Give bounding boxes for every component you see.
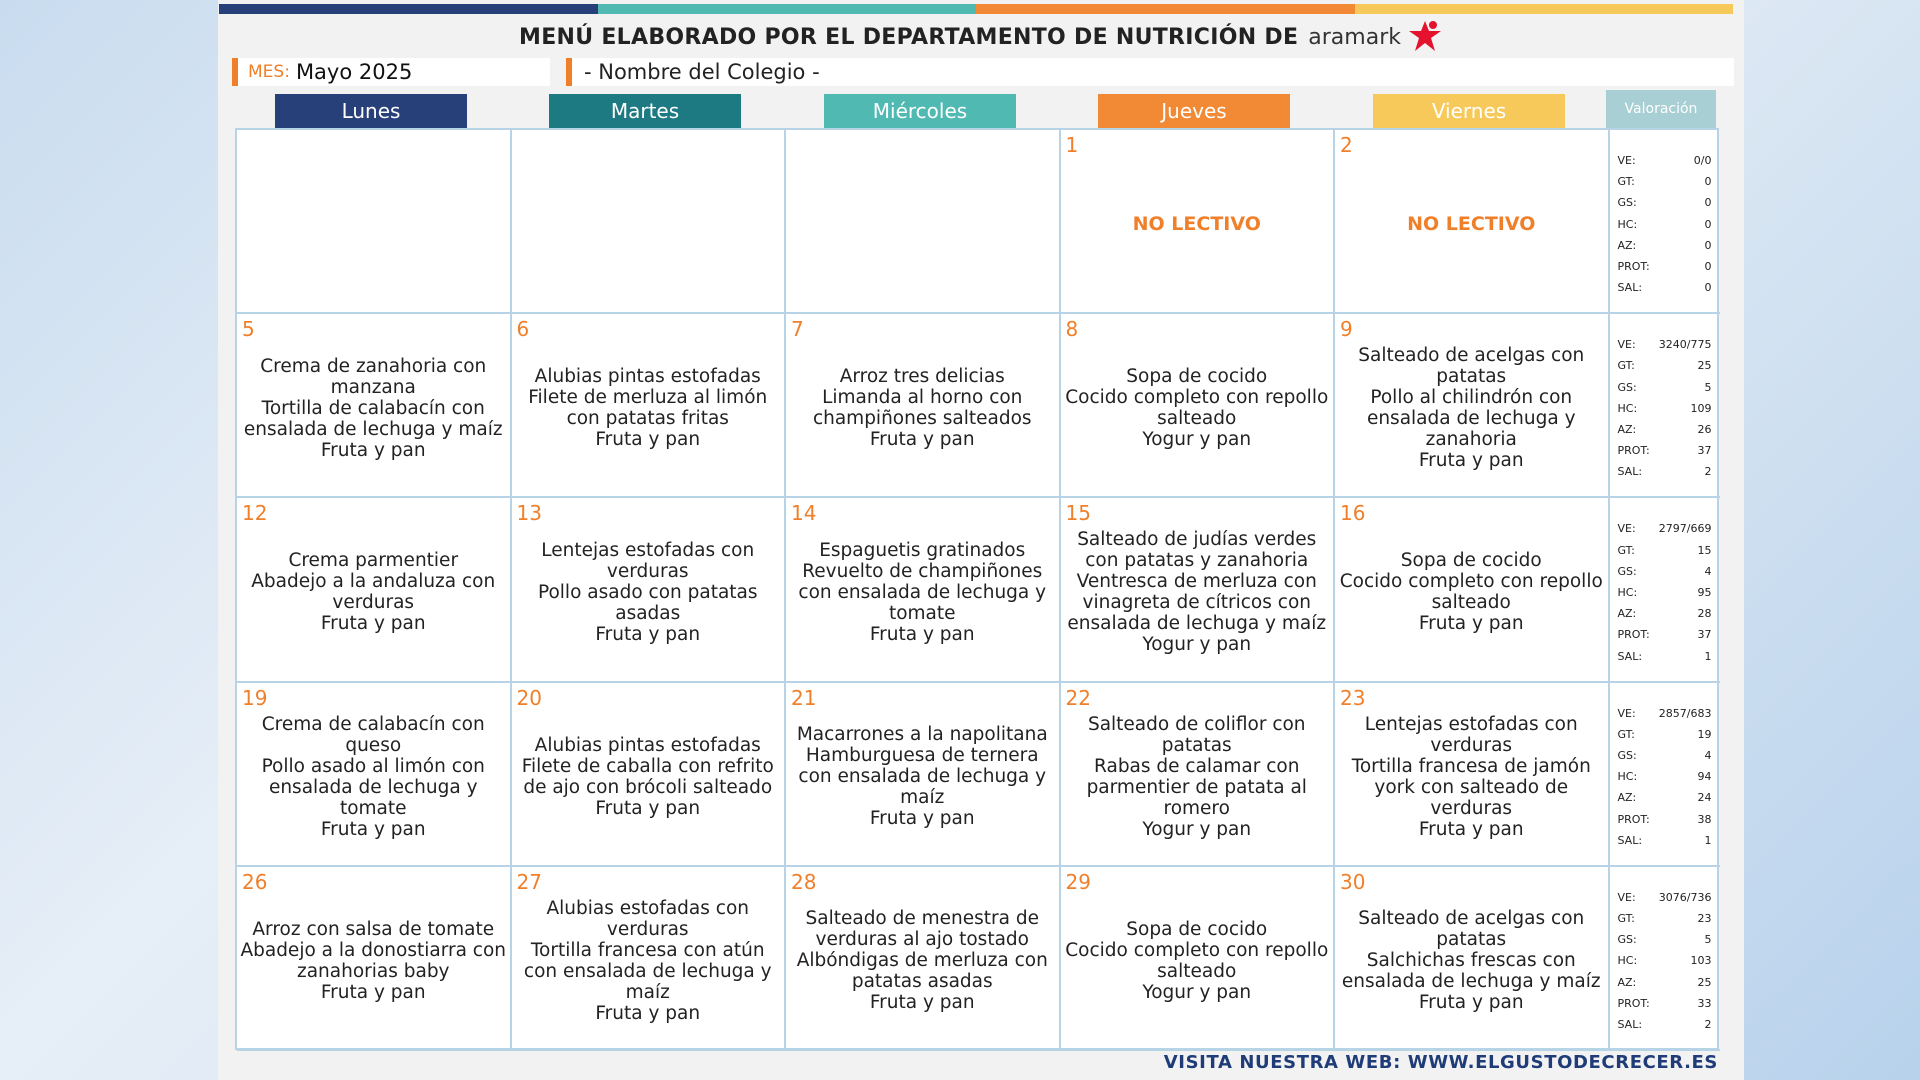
day-number: 29	[1065, 869, 1091, 894]
day-number: 5	[242, 317, 255, 342]
month-value: Mayo 2025	[295, 60, 413, 84]
menu-dish: Crema de calabacín con queso	[261, 713, 485, 756]
nutrition-value: 25	[1697, 975, 1712, 989]
day-menu	[514, 130, 783, 312]
nutrition-value: 25	[1697, 359, 1712, 373]
menu-dish: Sopa de cocido	[1400, 550, 1542, 572]
menu-dish: Fruta y pan	[595, 1002, 701, 1024]
nutrition-value: 5	[1704, 380, 1712, 394]
nutrition-value: 24	[1697, 791, 1712, 805]
nutrition-value: 2797/669	[1658, 522, 1712, 536]
day-menu	[239, 130, 508, 312]
menu-dish: Hamburguesa de ternera con ensalada de lechuga y maíz	[798, 745, 1047, 809]
nutrition-value: 33	[1697, 996, 1712, 1010]
menu-dish: Fruta y pan	[1418, 450, 1524, 472]
nutrition-row	[1618, 766, 1712, 787]
nutrition-value: 23	[1697, 911, 1712, 925]
menu-dish: Fruta y pan	[869, 992, 975, 1014]
nutrition-key: GT:	[1617, 175, 1635, 189]
nutrition-row	[1618, 398, 1712, 419]
day-number: 12	[242, 501, 268, 526]
nutrition-key: PROT:	[1617, 812, 1650, 826]
nutrition-row	[1618, 235, 1712, 256]
menu-dish: Salteado de judías verdes con patatas y zanahoria	[1077, 529, 1317, 572]
day-number: 13	[516, 501, 542, 526]
menu-dish: Salteado de acelgas con patatas	[1358, 345, 1585, 388]
nutrition-row	[1618, 646, 1712, 667]
nutrition-key: GT:	[1617, 543, 1635, 557]
nutrition-key: AZ:	[1617, 238, 1637, 252]
menu-dish: Albóndigas de merluza con patatas asadas	[796, 950, 1048, 993]
menu-dish: Limanda al horno con champiñones salteados	[812, 387, 1032, 430]
menu-dish: Fruta y pan	[320, 981, 426, 1003]
menu-dish: Cocido completo con repollo salteado	[1065, 387, 1329, 430]
day-menu	[239, 683, 508, 865]
day-header-miercoles: Miércoles	[824, 94, 1016, 128]
nutrition-row	[1618, 1014, 1712, 1035]
nutrition-key: GT:	[1617, 727, 1635, 741]
nutrition-value: 2	[1704, 1017, 1712, 1031]
nutrition-key: GS:	[1617, 380, 1637, 394]
menu-dish: Salteado de acelgas con patatas	[1358, 908, 1585, 951]
menu-dish: Fruta y pan	[869, 808, 975, 830]
menu-sheet	[218, 0, 1744, 1080]
day-menu	[239, 314, 508, 496]
nutrition-row	[1618, 461, 1712, 482]
menu-dish: Fruta y pan	[320, 613, 426, 635]
valoracion-header: Valoración	[1606, 90, 1716, 128]
menu-dish: Sopa de cocido	[1126, 366, 1268, 388]
day-menu	[1337, 314, 1606, 496]
menu-dish: Yogur y pan	[1142, 981, 1252, 1003]
school-name-field	[566, 58, 1734, 86]
nutrition-key: HC:	[1617, 401, 1638, 415]
menu-dish: Macarrones a la napolitana	[796, 724, 1048, 746]
day-menu	[514, 314, 783, 496]
nutrition-value: 0	[1704, 196, 1712, 210]
nutrition-value: 3240/775	[1658, 338, 1712, 352]
day-number: 28	[791, 869, 817, 894]
nutrition-value: 0	[1704, 217, 1712, 231]
day-cell	[237, 867, 512, 1051]
aramark-star-person-icon	[1403, 19, 1443, 55]
nutrition-key: AZ:	[1617, 975, 1637, 989]
day-cell	[512, 683, 787, 867]
nutrition-row	[1618, 993, 1712, 1014]
day-number: 21	[791, 685, 817, 710]
day-cell	[512, 130, 787, 314]
day-menu	[1063, 130, 1332, 312]
nutrition-key: VE:	[1617, 154, 1636, 167]
day-menu	[788, 683, 1057, 865]
day-menu	[514, 683, 783, 865]
color-bar-segment	[219, 4, 598, 14]
nutrition-value: 38	[1697, 812, 1712, 826]
day-cell	[1061, 498, 1336, 682]
menu-dish: Pollo asado al limón con ensalada de lechuga y tomate	[261, 755, 485, 819]
day-menu	[788, 130, 1057, 312]
day-menu	[1337, 130, 1606, 312]
nutrition-row	[1618, 603, 1712, 624]
menu-dish: Alubias pintas estofadas	[534, 366, 761, 388]
day-number: 22	[1065, 685, 1091, 710]
menu-dish: Salteado de menestra de verduras al ajo tostado	[805, 908, 1039, 951]
nutrition-row	[1618, 334, 1712, 355]
nutrition-row	[1618, 256, 1712, 277]
nutrition-key: SAL:	[1617, 1017, 1643, 1031]
day-cell	[786, 683, 1061, 867]
menu-dish: Filete de merluza al limón con patatas fritas	[528, 387, 768, 430]
nutrition-values	[1610, 498, 1720, 682]
nutrition-key: VE:	[1617, 890, 1636, 904]
day-header-viernes: Viernes	[1373, 94, 1565, 128]
day-cell	[237, 683, 512, 867]
no-lectivo-label: NO LECTIVO	[1132, 212, 1261, 235]
nutrition-values	[1610, 130, 1720, 314]
nutrition-row	[1618, 908, 1712, 929]
day-number: 1	[1065, 133, 1079, 157]
menu-dish: Cocido completo con repollo salteado	[1339, 571, 1603, 614]
day-menu	[788, 314, 1057, 496]
menu-dish: Yogur y pan	[1142, 429, 1252, 451]
nutrition-key: GS:	[1617, 748, 1637, 762]
nutrition-value: 103	[1690, 954, 1712, 968]
nutrition-value: 4	[1704, 564, 1712, 578]
nutrition-value: 0	[1704, 281, 1712, 295]
nutrition-key: HC:	[1617, 217, 1638, 231]
nutrition-row	[1618, 703, 1712, 724]
menu-dish: Tortilla francesa con atún con ensalada de lechuga y maíz	[523, 939, 772, 1003]
menu-dish: Sopa de cocido	[1126, 918, 1268, 940]
menu-dish: Salteado de coliflor con patatas	[1087, 713, 1306, 756]
nutrition-value: 109	[1690, 401, 1712, 415]
day-cell	[1335, 867, 1610, 1051]
nutrition-row	[1618, 540, 1712, 561]
nutrition-key: PROT:	[1617, 628, 1650, 642]
nutrition-key: HC:	[1617, 770, 1638, 784]
day-cell	[1335, 314, 1610, 498]
menu-dish: Alubias pintas estofadas	[534, 734, 761, 756]
day-number: 8	[1065, 317, 1079, 342]
nutrition-row	[1618, 192, 1712, 213]
day-header-jueves: Jueves	[1098, 94, 1290, 128]
nutrition-row	[1618, 887, 1712, 908]
day-number: 27	[516, 869, 542, 894]
day-number: 15	[1065, 501, 1091, 526]
nutrition-row	[1618, 830, 1712, 851]
menu-dish: Espaguetis gratinados	[819, 539, 1026, 561]
nutrition-value: 2857/683	[1658, 706, 1712, 720]
day-cell	[1335, 498, 1610, 682]
nutrition-key: GS:	[1617, 196, 1637, 210]
day-number: 19	[242, 685, 268, 710]
nutrition-key: AZ:	[1617, 422, 1637, 436]
menu-dish: Abadejo a la andaluza con verduras	[251, 571, 496, 614]
nutrition-row	[1618, 809, 1712, 830]
day-menu	[1337, 867, 1606, 1049]
menu-dish: Fruta y pan	[595, 797, 701, 819]
nutrition-value: 95	[1697, 585, 1712, 599]
month-field	[232, 58, 550, 86]
menu-dish: Yogur y pan	[1142, 634, 1252, 656]
menu-dish: Fruta y pan	[869, 623, 975, 645]
nutrition-values	[1610, 314, 1720, 498]
menu-dish: Revuelto de champiñones con ensalada de lechuga y tomate	[798, 560, 1047, 624]
menu-dish: Filete de caballa con refrito de ajo con brócoli salteado	[521, 755, 774, 798]
menu-dish: Fruta y pan	[320, 818, 426, 840]
nutrition-row	[1618, 171, 1712, 192]
day-cell	[512, 498, 787, 682]
menu-dish: Yogur y pan	[1142, 818, 1252, 840]
nutrition-key: PROT:	[1617, 259, 1650, 273]
menu-dish: Ventresca de merluza con vinagreta de cítricos con ensalada de lechuga y maíz	[1067, 571, 1327, 635]
nutrition-key: GS:	[1617, 933, 1637, 947]
color-bar-segment	[976, 4, 1355, 14]
day-cell	[786, 498, 1061, 682]
day-cell	[786, 130, 1061, 314]
nutrition-row	[1618, 518, 1712, 539]
menu-dish: Alubias estofadas con verduras	[546, 897, 749, 940]
day-cell	[1061, 130, 1336, 314]
day-number: 6	[516, 317, 530, 342]
menu-dish: Fruta y pan	[595, 623, 701, 645]
color-bar-segment	[1355, 4, 1734, 14]
nutrition-row	[1618, 724, 1712, 745]
nutrition-value: 0	[1704, 238, 1712, 252]
menu-dish: Tortilla francesa de jamón york con salteado de verduras	[1351, 755, 1591, 819]
nutrition-row	[1618, 150, 1712, 171]
color-bar-segment	[598, 4, 977, 14]
menu-dish: Crema parmentier	[288, 550, 459, 572]
day-menu	[1063, 498, 1332, 680]
nutrition-value: 28	[1697, 607, 1712, 621]
menu-dish: Tortilla de calabacín con ensalada de lechuga y maíz	[243, 397, 503, 440]
nutrition-value: 37	[1697, 628, 1712, 642]
day-cell	[237, 314, 512, 498]
menu-dish: Fruta y pan	[320, 439, 426, 461]
day-number: 30	[1340, 869, 1366, 894]
header	[218, 22, 1744, 52]
month-label: MES:	[248, 62, 290, 82]
day-menu	[1063, 314, 1332, 496]
day-menu	[1337, 683, 1606, 865]
day-menu	[239, 867, 508, 1049]
nutrition-row	[1618, 929, 1712, 950]
menu-dish: Fruta y pan	[869, 429, 975, 451]
menu-dish: Pollo al chilindrón con ensalada de lechuga y zanahoria	[1366, 387, 1576, 451]
day-number: 7	[791, 317, 804, 342]
nutrition-key: AZ:	[1617, 791, 1637, 805]
nutrition-value: 26	[1697, 422, 1712, 436]
nutrition-row	[1618, 624, 1712, 645]
menu-dish: Fruta y pan	[1418, 613, 1524, 635]
nutrition-row	[1618, 972, 1712, 993]
day-menu	[514, 867, 783, 1049]
nutrition-row	[1618, 582, 1712, 603]
day-header-martes: Martes	[549, 94, 741, 128]
day-cell	[512, 314, 787, 498]
day-number: 23	[1340, 685, 1366, 710]
nutrition-row	[1618, 787, 1712, 808]
day-menu	[514, 498, 783, 680]
menu-dish: Fruta y pan	[1418, 818, 1524, 840]
nutrition-key: AZ:	[1617, 607, 1637, 621]
day-number: 20	[516, 685, 542, 710]
nutrition-value: 4	[1704, 748, 1712, 762]
nutrition-value: 0	[1704, 259, 1712, 273]
nutrition-value: 2	[1704, 465, 1712, 479]
menu-dish: Lentejas estofadas con verduras	[1364, 713, 1578, 756]
menu-dish: Fruta y pan	[595, 429, 701, 451]
nutrition-values	[1610, 867, 1720, 1051]
nutrition-key: GT:	[1617, 911, 1635, 925]
nutrition-value: 0	[1704, 175, 1712, 189]
day-cell	[237, 498, 512, 682]
day-menu	[1063, 683, 1332, 865]
day-menu	[1063, 867, 1332, 1049]
nutrition-value: 0/0	[1693, 154, 1712, 167]
nutrition-key: VE:	[1617, 522, 1636, 536]
menu-dish: Crema de zanahoria con manzana	[260, 355, 487, 398]
nutrition-row	[1618, 745, 1712, 766]
menu-calendar-grid	[235, 128, 1719, 1050]
day-cell	[512, 867, 787, 1051]
nutrition-key: PROT:	[1617, 444, 1650, 458]
nutrition-values	[1610, 683, 1720, 867]
nutrition-value: 94	[1697, 770, 1712, 784]
website-footer: VISITA NUESTRA WEB: WWW.ELGUSTODECRECER.ES	[1163, 1052, 1718, 1073]
nutrition-value: 3076/736	[1658, 890, 1712, 904]
nutrition-row	[1618, 277, 1712, 298]
nutrition-key: SAL:	[1617, 281, 1643, 295]
day-number: 16	[1340, 501, 1366, 526]
nutrition-key: VE:	[1617, 706, 1636, 720]
day-cell	[1061, 683, 1336, 867]
day-cell	[786, 867, 1061, 1051]
nutrition-row	[1618, 355, 1712, 376]
day-number: 14	[791, 501, 817, 526]
day-header-lunes: Lunes	[275, 94, 467, 128]
nutrition-key: VE:	[1617, 338, 1636, 352]
menu-dish: Abadejo a la donostiarra con zanahorias baby	[240, 939, 507, 982]
day-number: 26	[242, 869, 268, 894]
nutrition-key: GT:	[1617, 359, 1635, 373]
nutrition-key: HC:	[1617, 954, 1638, 968]
menu-dish: Arroz con salsa de tomate	[252, 918, 495, 940]
nutrition-value: 15	[1697, 543, 1712, 557]
day-menu	[788, 498, 1057, 680]
day-cell	[1061, 867, 1336, 1051]
nutrition-row	[1618, 440, 1712, 461]
nutrition-key: PROT:	[1617, 996, 1650, 1010]
day-cell	[237, 130, 512, 314]
nutrition-row	[1618, 561, 1712, 582]
day-menu	[788, 867, 1057, 1049]
nutrition-value: 1	[1704, 833, 1712, 847]
color-bar	[219, 4, 1733, 14]
day-cell	[1061, 314, 1336, 498]
menu-dish: Rabas de calamar con parmentier de patata al romero	[1086, 755, 1307, 819]
nutrition-row	[1618, 419, 1712, 440]
nutrition-value: 19	[1697, 727, 1712, 741]
menu-dish: Pollo asado con patatas asadas	[537, 581, 758, 624]
menu-dish: Cocido completo con repollo salteado	[1065, 939, 1329, 982]
day-number: 9	[1340, 317, 1353, 342]
day-menu	[239, 498, 508, 680]
day-cell	[1335, 130, 1610, 314]
menu-dish: Arroz tres delicias	[839, 366, 1005, 388]
menu-dish: Salchichas frescas con ensalada de lechuga y maíz	[1341, 950, 1601, 993]
day-number: 2	[1340, 133, 1353, 157]
menu-dish: Fruta y pan	[1418, 992, 1524, 1014]
nutrition-key: SAL:	[1617, 649, 1643, 663]
day-cell	[1335, 683, 1610, 867]
nutrition-row	[1618, 377, 1712, 398]
nutrition-key: GS:	[1617, 564, 1637, 578]
day-menu	[1337, 498, 1606, 680]
aramark-logo-text: aramark	[1308, 24, 1401, 50]
day-cell	[786, 314, 1061, 498]
nutrition-row	[1618, 214, 1712, 235]
nutrition-value: 5	[1704, 933, 1712, 947]
no-lectivo-label: NO LECTIVO	[1407, 212, 1536, 235]
menu-dish: Lentejas estofadas con verduras	[541, 539, 755, 582]
nutrition-key: HC:	[1617, 585, 1638, 599]
nutrition-row	[1618, 950, 1712, 971]
nutrition-value: 37	[1697, 444, 1712, 458]
school-name: - Nombre del Colegio -	[584, 60, 820, 84]
page-title: MENÚ ELABORADO POR EL DEPARTAMENTO DE NUTRICIÓN DE	[519, 24, 1299, 50]
nutrition-key: SAL:	[1617, 833, 1643, 847]
nutrition-value: 1	[1704, 649, 1712, 663]
nutrition-key: SAL:	[1617, 465, 1643, 479]
